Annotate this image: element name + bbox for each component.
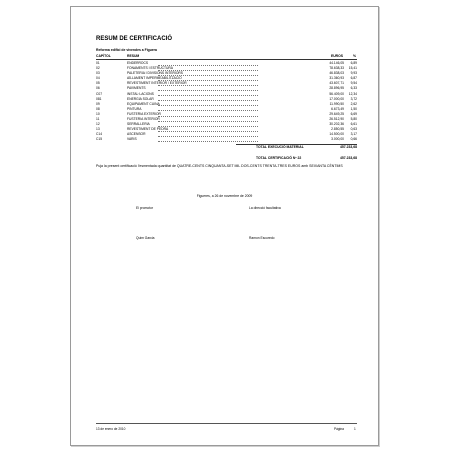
dot-leader bbox=[158, 92, 258, 97]
chapter-code: C15 bbox=[96, 137, 103, 142]
chapter-percent: 0,63 bbox=[350, 127, 357, 132]
chapter-summary: ENDERROCS bbox=[127, 61, 149, 65]
chapter-code: 12 bbox=[96, 122, 100, 127]
chapter-summary: INSTAL·LACIONS bbox=[127, 91, 154, 96]
chapter-summary: FUSTERIA EXTERIOR bbox=[127, 111, 161, 116]
footer-date: 13 de enero de 2010 bbox=[96, 427, 126, 431]
chapter-summary: PAVIMENTS bbox=[127, 86, 146, 91]
chapter-euros: 46.838,03 bbox=[329, 71, 344, 76]
chapter-percent: 6,89 bbox=[350, 61, 357, 65]
chapter-percent: 0,66 bbox=[350, 137, 357, 142]
statement-text: Puja la present certificació l’esmentada quantitat de QUATRE-CENTS CINQUANTA-SET MIL DOS-CENTS TRENTA-TRES EUROS amb SEIXANTA CÈNTIMS bbox=[96, 164, 343, 168]
chapter-code: 08 bbox=[96, 106, 100, 111]
chapter-code: 04 bbox=[96, 76, 100, 81]
signature-right-name: Ramon Escuredo bbox=[249, 236, 275, 240]
signature-right-role: La direcció facultativa bbox=[249, 206, 281, 210]
footer-rule bbox=[96, 423, 357, 424]
chapter-percent: 2,62 bbox=[350, 101, 357, 106]
chapter-percent: 6,69 bbox=[350, 111, 357, 116]
chapter-percent: 3,17 bbox=[350, 132, 357, 137]
chapter-summary: FONAMENTS I ESTRUCTURA bbox=[127, 66, 173, 71]
total-execution-label: TOTAL EXECUCIÓ MATERIAL bbox=[256, 145, 304, 149]
chapter-euros: 26.512,90 bbox=[329, 117, 344, 122]
dot-leader bbox=[158, 76, 258, 81]
dot-leader bbox=[158, 127, 258, 132]
dot-leader bbox=[158, 107, 258, 112]
dot-leader bbox=[158, 132, 258, 137]
chapter-summary: REVESTIMENT DE PEDRA bbox=[127, 127, 169, 132]
chapter-euros: 14.500,00 bbox=[329, 132, 344, 137]
chapter-summary: FUSTERIA INTERIOR bbox=[127, 117, 160, 122]
chapter-euros: 3.000,00 bbox=[331, 137, 344, 142]
chapter-summary: ASCENSOR bbox=[127, 132, 146, 137]
total-certification-value: 457.233,68 bbox=[340, 156, 357, 160]
chapter-summary: SERRALLERIA bbox=[127, 122, 150, 127]
header-chapter: CAPÍTOL bbox=[96, 54, 111, 58]
chapter-euros: 44.146,05 bbox=[329, 61, 344, 65]
chapter-percent: 15,41 bbox=[348, 66, 357, 71]
signature-left-role: El promotor bbox=[136, 206, 154, 210]
footer-page-label: Página bbox=[334, 427, 344, 431]
dot-leader bbox=[158, 66, 258, 71]
dot-leader bbox=[158, 122, 258, 127]
total-execution-value: 457.233,68 bbox=[340, 145, 357, 149]
document-page bbox=[70, 6, 379, 446]
chapter-summary: REVESTIMENT INTERIOR / EXTERIOR bbox=[127, 81, 187, 86]
chapter-summary: PINTURA bbox=[127, 106, 142, 111]
document-title: RESUM DE CERTIFICACIÓ bbox=[96, 36, 173, 42]
total-certification-label: TOTAL CERTIFICACIÓ Nº 22 bbox=[256, 156, 302, 160]
header-euros: EUROS bbox=[330, 54, 343, 58]
chapter-percent: 5,80 bbox=[350, 117, 357, 122]
chapter-euros: 17.000,00 bbox=[329, 96, 344, 101]
header-rule bbox=[96, 59, 357, 60]
chapter-code: 10 bbox=[96, 111, 100, 116]
chapter-euros: 28.896,95 bbox=[329, 86, 344, 91]
chapter-summary: EQUIPAMENT CUINA bbox=[127, 101, 160, 106]
chapter-summary: AÏLLAMENT IMPERMEABILITZACIÓ bbox=[127, 76, 182, 81]
total-execution-row bbox=[96, 145, 357, 151]
dot-leader bbox=[158, 137, 258, 142]
chapter-code: 05 bbox=[96, 81, 100, 86]
chapter-code: 01 bbox=[96, 61, 100, 65]
chapter-code: 13 bbox=[96, 127, 100, 132]
place-date: Figueres, a 26 de novembre de 2009 bbox=[196, 194, 253, 198]
chapter-percent: 3,72 bbox=[350, 96, 357, 101]
dot-leader bbox=[158, 86, 258, 91]
chapter-percent: 12,34 bbox=[348, 91, 357, 96]
dot-leader bbox=[158, 112, 258, 117]
chapter-euros: 6.673,49 bbox=[331, 106, 344, 111]
chapter-code: 02 bbox=[96, 66, 100, 71]
dot-leader bbox=[158, 81, 258, 86]
chapter-summary: VARIS bbox=[127, 137, 137, 142]
chapter-code: 03 bbox=[96, 71, 100, 76]
chapter-summary: ENERGIA SOLAR bbox=[127, 96, 154, 101]
document-subtitle: Reforma edifici de vivendes a Figuera bbox=[96, 48, 157, 52]
chapter-euros: 11.990,50 bbox=[329, 101, 344, 106]
chapter-euros: 31.360,93 bbox=[329, 76, 344, 81]
chapter-euros: 43.607,71 bbox=[329, 81, 344, 86]
chapter-percent: 6,87 bbox=[350, 76, 357, 81]
chapter-code: C07 bbox=[96, 91, 103, 96]
chapter-euros: 56.409,00 bbox=[329, 91, 344, 96]
chapter-percent: 1,50 bbox=[350, 106, 357, 111]
chapter-summary: PALETERIA I DIVISIONS INTERIORS bbox=[127, 71, 183, 76]
header-summary: RESUM bbox=[127, 54, 140, 58]
dot-leader bbox=[158, 102, 258, 107]
chapter-euros: 2.850,55 bbox=[331, 127, 344, 132]
signature-left-name: Quim Garcia bbox=[136, 236, 155, 240]
chapter-percent: 6,61 bbox=[350, 122, 357, 127]
footer-page-number: 1 bbox=[354, 427, 356, 431]
chapter-percent: 9,93 bbox=[350, 71, 357, 76]
dot-leader bbox=[158, 97, 258, 102]
dot-leader bbox=[158, 117, 258, 122]
total-certification-row bbox=[96, 156, 357, 162]
chapter-code: 081 bbox=[96, 96, 102, 101]
header-percent: % bbox=[352, 54, 356, 58]
chapter-percent: 9,54 bbox=[350, 81, 357, 86]
chapter-euros: 29.649,25 bbox=[329, 111, 344, 116]
chapter-percent: 6,33 bbox=[350, 86, 357, 91]
chapter-code: 06 bbox=[96, 86, 100, 91]
dot-leader bbox=[158, 61, 258, 66]
chapter-euros: 30.202,36 bbox=[329, 122, 344, 127]
table-body bbox=[96, 61, 357, 143]
chapter-code: C14 bbox=[96, 132, 103, 137]
chapter-euros: 78.638,33 bbox=[329, 66, 344, 71]
table-row bbox=[96, 137, 357, 142]
chapter-code: 09 bbox=[96, 101, 100, 106]
chapter-code: 11 bbox=[96, 117, 100, 122]
